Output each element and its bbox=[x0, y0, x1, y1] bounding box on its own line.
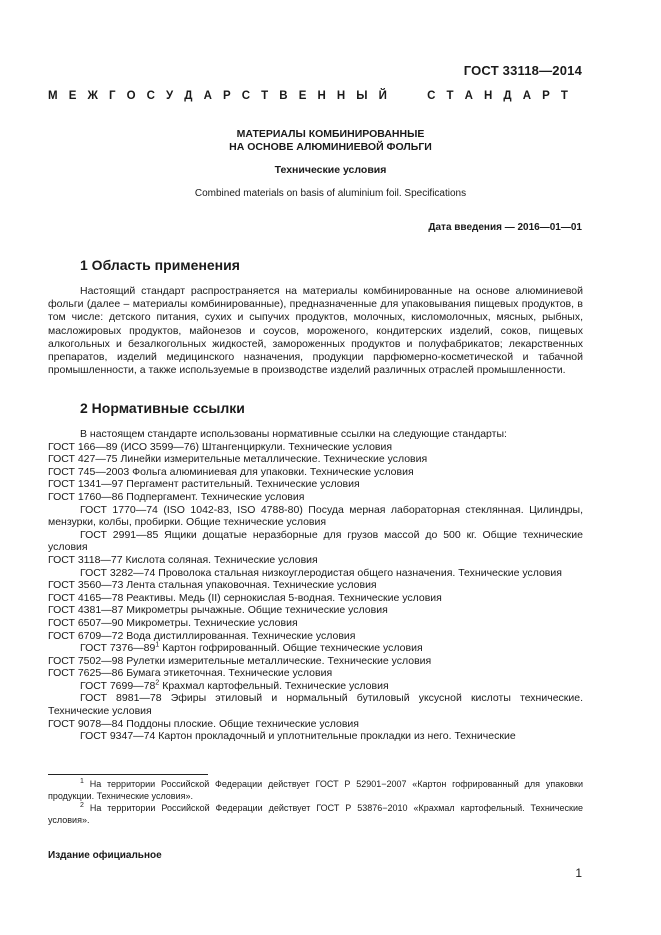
reference-item: ГОСТ 166—89 (ИСО 3599—76) Штангенциркули. Технические условия bbox=[48, 440, 393, 453]
reference-code: ГОСТ 7699—78 bbox=[80, 679, 156, 692]
section-1-text: Настоящий стандарт распространяется на материалы комбинированные на основе алюминиевой фольги (далее – материалы комбинированные), предназначенные для упаковывания пищевых продуктов, в том числе: детского питания, сухих и сыпучих продуктов, молочных, кисломолочных, мясных, рыбных, масложировых продуктов, майонезов и соусов, мороженого, кондитерских изделий, соков, пищевых алкогольных и безалкогольных жидкостей, замороженных продуктов и полуфабрикатов; лекарственных препаратов, изделий медицинского назначения, продукции парфюмерно-косметической и табачной промышленности, а также используемые в производстве изделий различных отраслей промышленности. bbox=[48, 285, 583, 377]
official-edition-label: Издание официальное bbox=[48, 850, 162, 861]
banner-letter: Н bbox=[484, 90, 493, 102]
reference-item-footnoted bbox=[48, 680, 583, 693]
banner-letter: Е bbox=[68, 90, 77, 102]
banner-letter: В bbox=[279, 90, 288, 102]
banner-letter: Й bbox=[378, 90, 387, 102]
banner-letter: Т bbox=[446, 90, 454, 102]
banner-letter: Р bbox=[542, 90, 550, 102]
reference-item: ГОСТ 427—75 Линейки измерительные металлические. Технические условия bbox=[48, 453, 428, 466]
banner-letter: Т bbox=[261, 90, 269, 102]
reference-item: ГОСТ 3282—74 Проволока стальная низкоуглеродистая общего назначения. Технические условия bbox=[80, 566, 562, 579]
banner-letter: У bbox=[166, 90, 174, 102]
banner-letter: Ж bbox=[87, 90, 98, 102]
banner-letter: О bbox=[126, 90, 136, 102]
reference-item: ГОСТ 6709—72 Вода дистиллированная. Технические условия bbox=[48, 629, 356, 642]
doc-subtitle: Технические условия bbox=[274, 164, 387, 176]
banner-letter: Ы bbox=[356, 90, 368, 102]
page-number: 1 bbox=[575, 866, 582, 880]
reference-item: ГОСТ 6507—90 Микрометры. Технические условия bbox=[48, 616, 298, 629]
banner-letter: Д bbox=[503, 90, 512, 102]
footnote-marker: 2 bbox=[80, 802, 84, 809]
reference-item: ГОСТ 4381—87 Микрометры рычажные. Общие технические условия bbox=[48, 604, 388, 617]
reference-code: ГОСТ 7376—89 bbox=[80, 642, 156, 655]
reference-item: ГОСТ 1341—97 Пергамент растительный. Технические условия bbox=[48, 478, 360, 491]
interstate-standard-banner bbox=[48, 90, 568, 102]
reference-item: ГОСТ 2991—85 Ящики дощатые неразборные для грузов массой до 500 кг. Общие технические условия bbox=[48, 528, 583, 554]
footnote-marker: 2 bbox=[155, 679, 160, 687]
banner-letter: Р bbox=[222, 90, 231, 102]
reference-item: ГОСТ 745—2003 Фольга алюминиевая для упаковки. Технические условия bbox=[48, 465, 414, 478]
banner-letter: Т bbox=[560, 90, 568, 102]
reference-title: Крахмал картофельный. Технические условия bbox=[159, 679, 389, 692]
reference-item: ГОСТ 9078—84 Поддоны плоские. Общие технические условия bbox=[48, 717, 359, 730]
banner-letter: Н bbox=[336, 90, 346, 102]
banner-gap bbox=[398, 90, 416, 102]
banner-letter: С bbox=[146, 90, 155, 102]
banner-letter: А bbox=[522, 90, 532, 102]
reference-item: ГОСТ 3118—77 Кислота соляная. Технические условия bbox=[48, 553, 318, 566]
footnote-marker: 1 bbox=[155, 641, 160, 649]
reference-item: ГОСТ 7625—86 Бумага этикеточная. Технические условия bbox=[48, 667, 333, 680]
footnote-2 bbox=[48, 802, 583, 826]
reference-item: ГОСТ 7502—98 Рулетки измерительные металлические. Технические условия bbox=[48, 654, 432, 667]
reference-title: Картон гофрированный. Общие технические условия bbox=[159, 642, 423, 655]
section-1-heading: 1 Область применения bbox=[80, 257, 240, 273]
banner-letter: Д bbox=[184, 90, 193, 102]
reference-item: ГОСТ 9347—74 Картон прокладочный и уплотнительные прокладки из него. Технические bbox=[80, 730, 516, 743]
reference-item: ГОСТ 1770—74 (ISO 1042-83, ISO 4788-80) Посуда мерная лабораторная стеклянная. Цилиндры, мензурки, колбы, пробирки. Общие технические условия bbox=[48, 503, 583, 529]
banner-letter: Н bbox=[317, 90, 326, 102]
footnote-text: На территории Российской Федерации действует ГОСТ Р 52901−2007 «Картон гофрированный для упаковки продукции. Технические условия». bbox=[48, 779, 583, 801]
footnote-text: На территории Российской Федерации действует ГОСТ Р 53876−2010 «Крахмал картофельный. Технические условия». bbox=[48, 803, 583, 825]
reference-item: ГОСТ 3560—73 Лента стальная упаковочная. Технические условия bbox=[48, 579, 377, 592]
banner-letter: Г bbox=[108, 90, 116, 102]
section-2-heading: 2 Нормативные ссылки bbox=[80, 400, 245, 416]
reference-item: ГОСТ 1760—86 Подпергамент. Технические условия bbox=[48, 490, 305, 503]
reference-item: ГОСТ 4165—78 Реактивы. Медь (II) сернокислая 5-водная. Технические условия bbox=[48, 591, 442, 604]
doc-title-line2: НА ОСНОВЕ АЛЮМИНИЕВОЙ ФОЛЬГИ bbox=[229, 141, 432, 153]
banner-letter: А bbox=[464, 90, 473, 102]
banner-letter: С bbox=[427, 90, 436, 102]
banner-letter: А bbox=[203, 90, 212, 102]
footnote-1 bbox=[48, 778, 583, 802]
banner-letter: С bbox=[241, 90, 251, 102]
reference-item: ГОСТ 8981—78 Эфиры этиловый и нормальный бутиловый уксусной кислоты технические. Технические условия bbox=[48, 692, 583, 718]
document-code: ГОСТ 33118—2014 bbox=[463, 63, 582, 78]
doc-english-title: Combined materials on basis of aluminium foil. Specifications bbox=[194, 188, 467, 199]
normative-references bbox=[48, 428, 583, 743]
footnote-marker: 1 bbox=[80, 778, 84, 785]
banner-letter: Е bbox=[298, 90, 307, 102]
references-intro: В настоящем стандарте использованы нормативные ссылки на следующие стандарты: bbox=[80, 428, 507, 440]
introduction-date: Дата введения — 2016—01—01 bbox=[428, 222, 582, 233]
reference-item-footnoted bbox=[48, 642, 583, 655]
footnote-separator bbox=[48, 774, 208, 775]
doc-title-line1: МАТЕРИАЛЫ КОМБИНИРОВАННЫЕ bbox=[236, 128, 425, 140]
banner-letter: М bbox=[48, 90, 58, 102]
